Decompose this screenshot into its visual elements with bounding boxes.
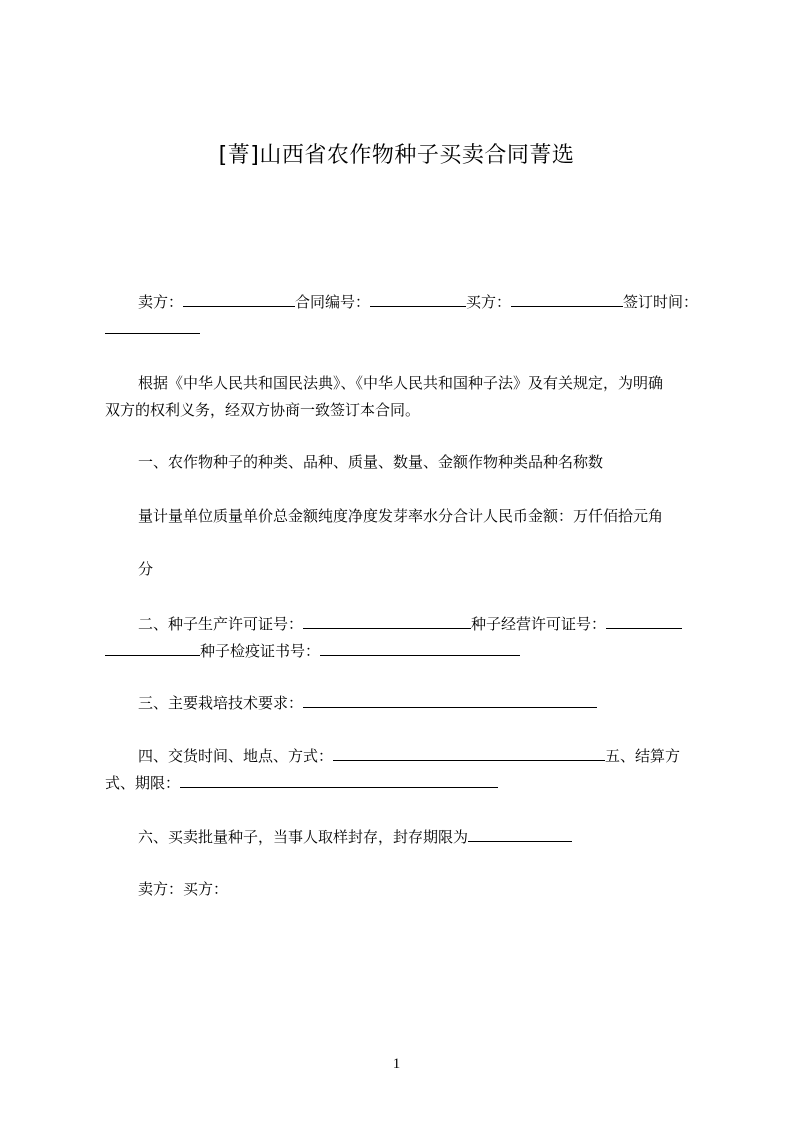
section5-line-2 (105, 772, 498, 793)
document-title: [菁]山西省农作物种子买卖合同菁选 (218, 143, 575, 168)
section2-line-1 (138, 613, 682, 634)
preamble-line-1: 根据《中华人民共和国民法典》、《中华人民共和国种子法》及有关规定，为明确 (138, 374, 664, 392)
business-license-label: 种子经营许可证号： (471, 615, 607, 633)
seller-blank (183, 291, 295, 307)
section3-line (138, 692, 597, 713)
seller-label: 卖方： (138, 293, 184, 311)
cultivation-req-label: 三、主要栽培技术要求： (138, 694, 304, 712)
section2-line-2 (105, 640, 520, 661)
quarantine-cert-blank (320, 640, 520, 656)
signature-line: 卖方：买方： (138, 880, 229, 898)
settlement-label-b: 式、期限： (105, 774, 181, 792)
page-number: 1 (392, 1056, 401, 1072)
sealing-text: 六、买卖批量种子，当事人取样封存，封存期限为 (138, 828, 469, 846)
delivery-label: 四、交货时间、地点、方式： (138, 747, 334, 765)
sign-time-label: 签订时间： (623, 293, 699, 311)
production-license-blank (303, 613, 471, 629)
business-license-blank-cont (105, 640, 200, 656)
section1-line-2: 量计量单位质量单价总金额纯度净度发芽率水分合计人民币金额：万仟佰拾元角 (138, 507, 664, 525)
business-license-blank (606, 613, 682, 629)
sign-time-blank (105, 318, 200, 334)
delivery-blank (333, 745, 605, 761)
section4-line-1 (138, 745, 680, 766)
settlement-blank (180, 772, 498, 788)
buyer-label: 买方： (466, 293, 512, 311)
production-license-label: 二、种子生产许可证号： (138, 615, 304, 633)
buyer-blank (511, 291, 623, 307)
sealing-period-blank (468, 826, 572, 842)
cultivation-req-blank (303, 692, 597, 708)
contract-no-label: 合同编号： (295, 293, 371, 311)
settlement-label-a: 五、结算方 (605, 747, 681, 765)
header-fields-line (138, 291, 698, 312)
section6-line (138, 826, 572, 847)
quarantine-cert-label: 种子检疫证书号： (200, 642, 321, 660)
sign-time-blank-line (105, 318, 200, 339)
section1-line-3: 分 (138, 560, 154, 578)
preamble-line-2: 双方的权利义务，经双方协商一致签订本合同。 (105, 401, 421, 419)
section1-line-1: 一、农作物种子的种类、品种、质量、数量、金额作物种类品种名称数 (138, 453, 604, 471)
contract-no-blank (370, 291, 466, 307)
